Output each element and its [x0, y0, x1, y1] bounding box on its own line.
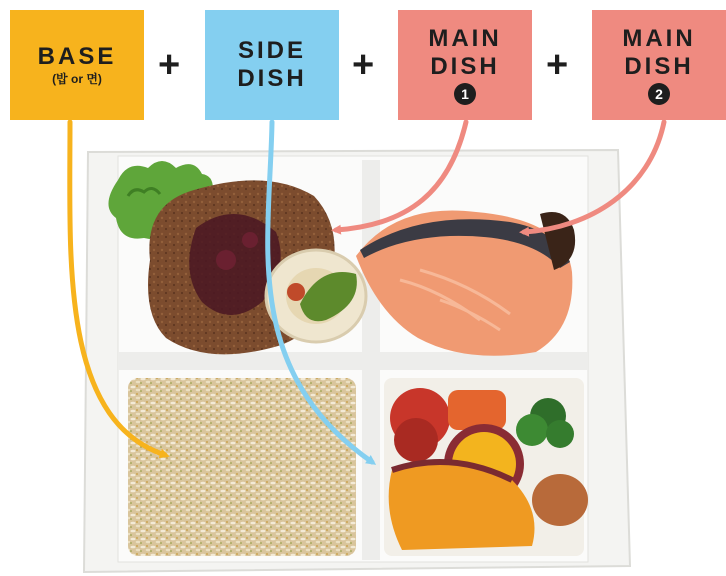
vegetables-compartment	[384, 378, 588, 556]
fried-rice-compartment	[128, 378, 356, 556]
plus-operator-1: +	[158, 44, 181, 86]
main-dish-1-label-line1: MAIN	[428, 25, 502, 52]
main-dish-1-number-badge: 1	[454, 83, 476, 105]
side-dish-label-line2: DISH	[237, 65, 307, 92]
main-dish-2-number-badge: 2	[648, 83, 670, 105]
main-dish-2-label-line1: MAIN	[622, 25, 696, 52]
main-dish-1-label-line2: DISH	[430, 53, 500, 80]
main-dish-2-label-line2: DISH	[624, 53, 694, 80]
base-label-subtitle: (밥 or 면)	[52, 72, 102, 86]
plus-operator-3: +	[546, 44, 569, 86]
plus-operator-2: +	[352, 44, 375, 86]
base-label-title: BASE	[37, 43, 117, 70]
side-dish-label-line1: SIDE	[237, 37, 306, 64]
